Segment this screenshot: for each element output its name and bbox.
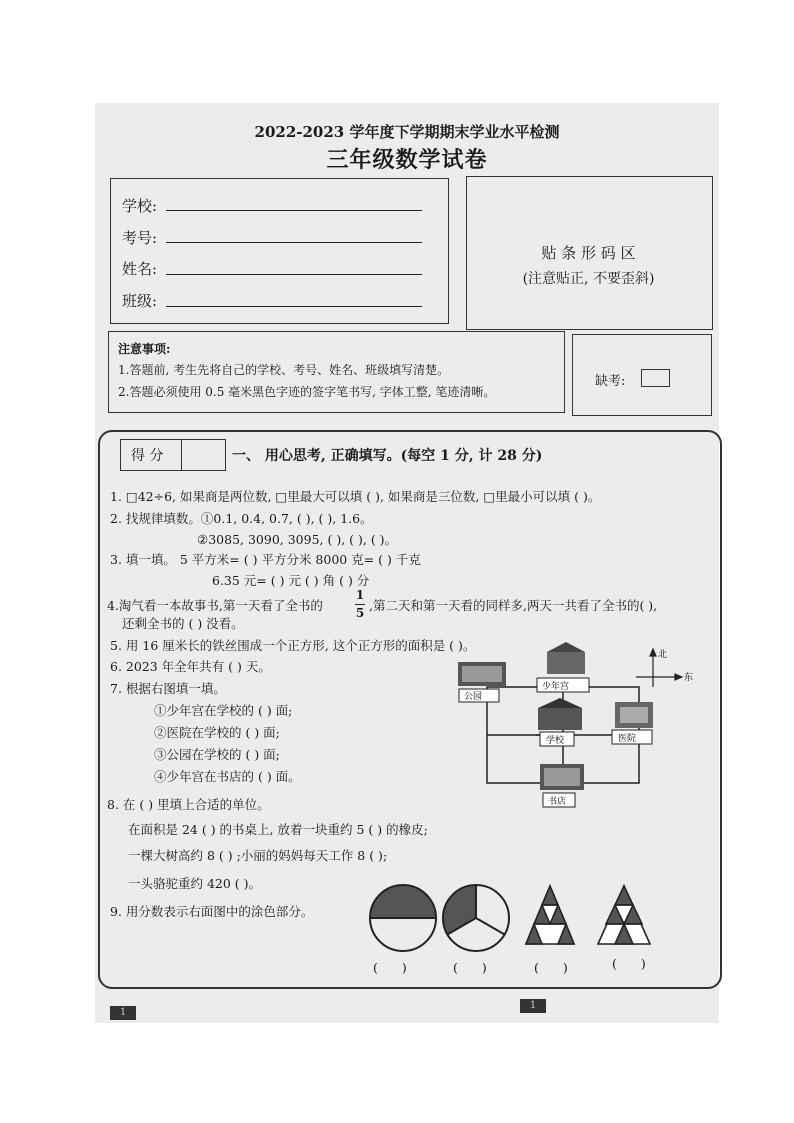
fraction-bar — [355, 604, 365, 605]
section-one-heading: 一、 用心思考, 正确填写。(每空 1 分, 计 28 分) — [232, 448, 543, 464]
question-6: 6. 2023 年全年共有 ( ) 天。 — [110, 659, 271, 674]
question-2b: ②3085, 3090, 3095, ( ), ( ), ( )。 — [197, 532, 398, 547]
answer-paren-4[interactable]: ( ) — [612, 956, 646, 971]
fraction-numerator: 1 — [355, 588, 365, 602]
question-3a: 3. 填一填。 5 平方米= ( ) 平方分米 8000 克= ( ) 千克 — [110, 552, 421, 567]
notice-title: 注意事项: — [118, 342, 171, 356]
barcode-label: 贴 条 形 码 区 — [541, 244, 636, 262]
east-label: 东 — [684, 673, 694, 683]
question-8: 8. 在 ( ) 里填上合适的单位。 — [107, 797, 270, 812]
question-8b: 一棵大树高约 8 ( ) ;小丽的妈妈每天工作 8 ( ); — [128, 848, 388, 863]
answer-paren-3[interactable]: ( ) — [534, 960, 568, 975]
question-8a: 在面积是 24 ( ) 的书桌上, 放着一块重约 5 ( ) 的橡皮; — [128, 822, 428, 837]
bookstore-building-icon — [540, 764, 584, 790]
hospital-building-icon — [615, 702, 653, 728]
question-2a: 2. 找规律填数。①0.1, 0.4, 0.7, ( ), ( ), 1.6。 — [110, 511, 373, 526]
absent-checkbox[interactable] — [641, 369, 670, 387]
notice-item-2: 2.答题必须使用 0.5 毫米黑色字迹的签字笔书写, 字体工整, 笔迹清晰。 — [118, 385, 496, 399]
question-7a: ①少年宫在学校的 ( ) 面; — [154, 703, 293, 718]
school-field[interactable] — [166, 210, 422, 211]
question-9: 9. 用分数表示右面图中的涂色部分。 — [110, 904, 314, 919]
question-1: 1. □42÷6, 如果商是两位数, □里最大可以填 ( ), 如果商是三位数, □里最小可以填 ( )。 — [110, 489, 601, 504]
park-building-icon — [458, 662, 506, 686]
exam-no-label: 考号: — [122, 229, 158, 247]
class-field[interactable] — [166, 306, 422, 307]
question-4a: 4.淘气看一本故事书,第一天看了全书的 — [107, 598, 323, 613]
exam-title-line1: 2022-2023 学年度下学期期末学业水平检测 — [254, 123, 560, 141]
notice-item-1: 1.答题前, 考生先将自己的学校、考号、姓名、班级填写清楚。 — [118, 363, 450, 377]
question-8c: 一头骆驼重约 420 ( )。 — [128, 876, 262, 891]
answer-paren-2[interactable]: ( ) — [453, 960, 487, 975]
exam-no-field[interactable] — [166, 242, 422, 243]
student-info-box — [110, 178, 449, 324]
youth-palace-label: 少年宫 — [542, 682, 570, 692]
page-number-left: 1 — [110, 1006, 136, 1020]
north-label: 北 — [658, 650, 668, 660]
barcode-note: (注意贴正, 不要歪斜) — [522, 271, 655, 287]
school-label: 学校 — [546, 736, 565, 746]
youth-palace-icon — [547, 642, 585, 674]
question-4a-after: ,第二天和第一天看的同样多,两天一共看了全书的( ), — [369, 598, 658, 613]
shaded-triangle-2 — [598, 886, 650, 944]
third-shaded-circle — [443, 885, 509, 951]
question-7b: ②医院在学校的 ( ) 面; — [154, 725, 280, 740]
absent-label: 缺考: — [595, 374, 626, 389]
answer-paren-1[interactable]: ( ) — [373, 960, 407, 975]
fraction-denominator: 5 — [355, 606, 365, 620]
hospital-label: 医院 — [618, 734, 637, 744]
school-building-icon — [538, 698, 582, 730]
park-label: 公园 — [464, 692, 483, 702]
name-label: 姓名: — [122, 260, 158, 278]
page-number-mid: 1 — [520, 999, 546, 1013]
exam-title-line2: 三年级数学试卷 — [326, 147, 488, 173]
shaded-triangle-1 — [526, 886, 574, 944]
score-label: 得 分 — [131, 448, 164, 464]
fraction-figures — [360, 878, 660, 953]
question-7: 7. 根据右图填一填。 — [110, 681, 226, 696]
question-7d: ④少年宫在书店的 ( ) 面。 — [154, 769, 301, 784]
question-3b: 6.35 元= ( ) 元 ( ) 角 ( ) 分 — [212, 573, 370, 588]
question-5: 5. 用 16 厘米长的铁丝围成一个正方形, 这个正方形的面积是 ( )。 — [110, 638, 476, 653]
school-label: 学校: — [122, 197, 158, 215]
half-shaded-circle — [370, 885, 436, 951]
score-input[interactable] — [182, 441, 222, 468]
question-4b: 还剩全书的 ( ) 没看。 — [122, 616, 244, 631]
question-7c: ③公园在学校的 ( ) 面; — [154, 747, 280, 762]
class-label: 班级: — [122, 292, 158, 310]
bookstore-label: 书店 — [548, 797, 567, 807]
name-field[interactable] — [166, 274, 422, 275]
direction-map — [440, 640, 710, 820]
